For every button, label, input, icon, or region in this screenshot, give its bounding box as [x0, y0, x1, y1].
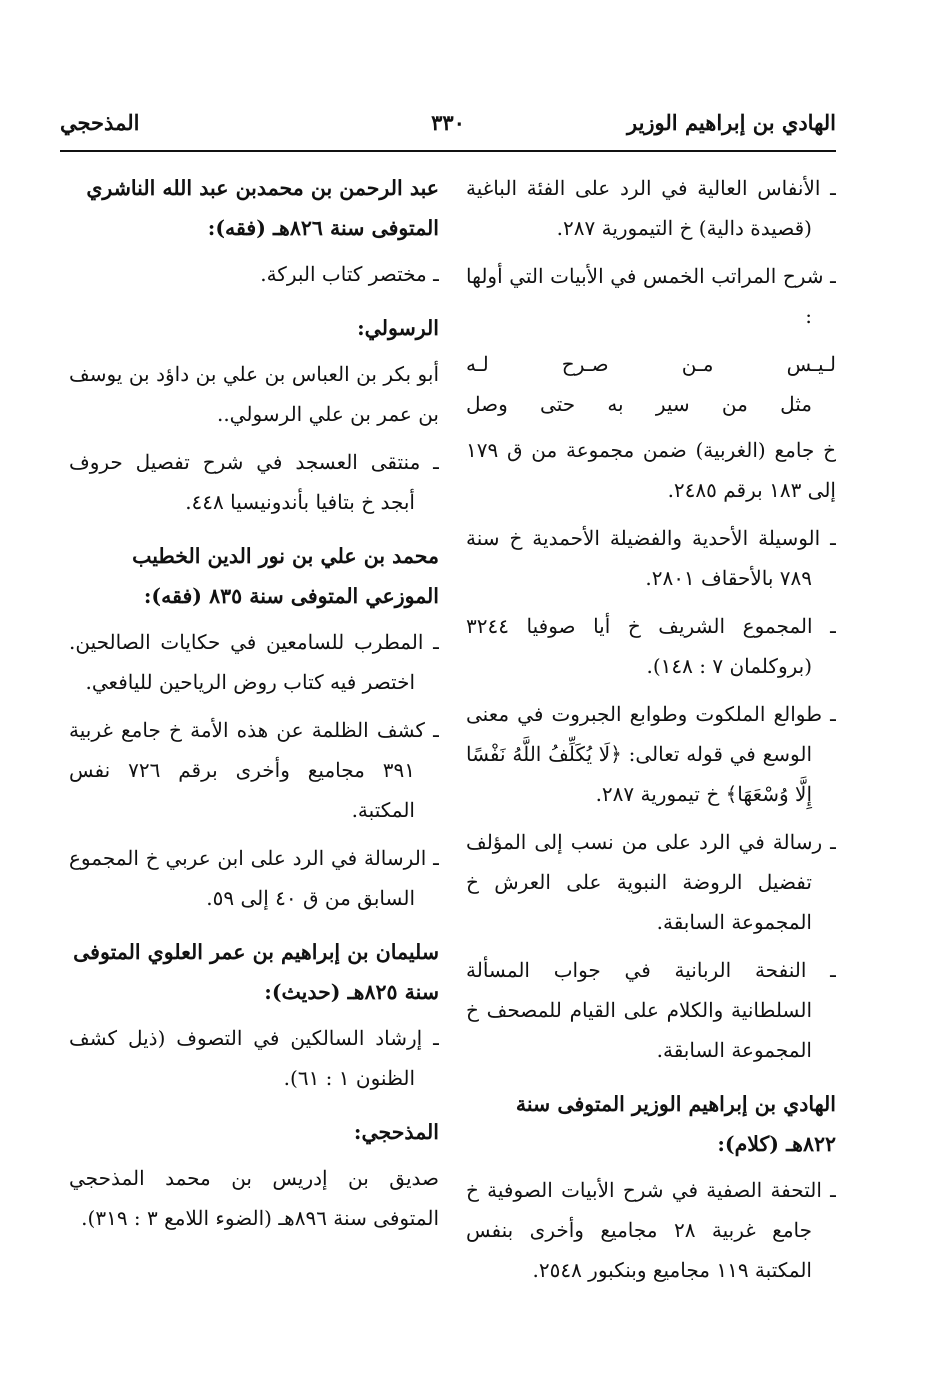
section-nashiri [69, 168, 439, 294]
author-heading: الهادي بن إبراهيم الوزير المتوفى سنة ٨٢٢هـ (كلام): [515, 1092, 836, 1156]
author-heading: سليمان بن إبراهيم بن عمر العلوي المتوفى سنة ٨٢٥هـ (حديث): [73, 940, 439, 1004]
section-hadi-works [466, 168, 836, 1070]
author-description: صديق بن إدريس بن محمد المذحجي المتوفى سنة ٨٩٦هـ (الضوء اللامع ٣ : ٣١٩). [69, 1166, 439, 1230]
entry-item: ـ شرح المراتب الخمس في الأبيات التي أولها : [466, 264, 836, 328]
section-mawzai [69, 536, 439, 918]
author-heading: عبد الرحمن بن محمدبن عبد الله الناشري المتوفى سنة ٨٢٦هـ (فقه): [86, 176, 439, 240]
header-rule [60, 150, 836, 152]
author-heading: الرسولي: [357, 316, 439, 340]
entry-item: ـ الأنفاس العالية في الرد على الفئة الباغية (قصيدة دالية) خ التيمورية ٢٨٧. [466, 176, 836, 240]
author-description: أبو بكر بن العباس بن علي بن داؤد بن يوسف بن عمر بن علي الرسولي.. [69, 362, 439, 426]
entry-item: ـ التحفة الصفية في شرح الأبيات الصوفية خ جامع غربية ٢٨ مجاميع وأخرى بنفس المكتبة ١١٩ مجاميع وبنكبور ٢٥٤٨. [466, 1178, 836, 1282]
entry-item: ـ رسالة في الرد على من نسب إلى المؤلف تفضيل الروضة النبوية على العرش خ المجموعة السابقة. [466, 830, 836, 934]
left-column [69, 168, 439, 1324]
verse-line: لـيـس مـن صـرح لـه [466, 352, 836, 376]
running-header [60, 110, 836, 146]
page-number: ٣٣٠ [431, 110, 465, 135]
section-hadi-wazir [466, 1084, 836, 1290]
section-alawi [69, 932, 439, 1098]
author-heading: المذحجي: [353, 1120, 439, 1144]
entry-item: ـ إرشاد السالكين في التصوف (ذيل كشف الظنون ١ : ٦١). [69, 1026, 439, 1090]
entry-item: ـ المطرب للسامعين في حكايات الصالحين. اختصر فيه كتاب روض الرياحين لليافعي. [69, 630, 439, 694]
entry-item: ـ النفحة الربانية في جواب المسألة السلطانية والكلام على القيام للمصحف خ المجموعة السابقة. [466, 958, 836, 1062]
header-book-title: الهادي بن إبراهيم الوزير [626, 110, 836, 135]
right-column [466, 168, 836, 1324]
entry-item: ـ الرسالة في الرد على ابن عربي خ المجموع السابق من ق ٤٠ إلى ٥٩. [69, 846, 439, 910]
entry-continuation: خ جامع (الغربية) ضمن مجموعة من ق ١٧٩ إلى ١٨٣ برقم ٢٤٨٥. [466, 438, 836, 502]
author-heading: محمد بن علي بن نور الدين الخطيب الموزعي المتوفى سنة ٨٣٥ (فقه): [132, 544, 439, 608]
entry-item: ـ كشف الظلمة عن هذه الأمة خ جامع غربية ٣٩١ مجاميع وأخرى برقم ٧٢٦ نفس المكتبة. [69, 718, 439, 822]
header-section-title: المذحجي [60, 110, 140, 135]
verse-block [466, 344, 836, 424]
entry-item: ـ منتقى العسجد في شرح تفصيل حروف أبجد خ بتافيا بأندونيسيا ٤٤٨. [69, 450, 439, 514]
verse-line: مثل من سير به حتى وصل [466, 392, 812, 416]
entry-item: ـ مختصر كتاب البركة. [260, 262, 439, 286]
entry-item: ـ المجموع الشريف خ أيا صوفيا ٣٢٤٤ (بروكلمان ٧ : ١٤٨). [466, 614, 836, 678]
entry-item: ـ الوسيلة الأحدية والفضيلة الأحمدية خ سنة ٧٨٩ بالأحقاف ٢٨٠١. [466, 526, 836, 590]
section-madhhiji [69, 1112, 439, 1238]
entry-item: ـ طوالع الملكوت وطوابع الجبروت في معنى الوسع في قوله تعالى: ﴿لَا يُكَلِّفُ اللَّهُ نَفْسًا إِلَّا وُسْعَهَا﴾ خ تيمورية ٢٨٧. [466, 702, 836, 806]
section-rasuli [69, 308, 439, 522]
